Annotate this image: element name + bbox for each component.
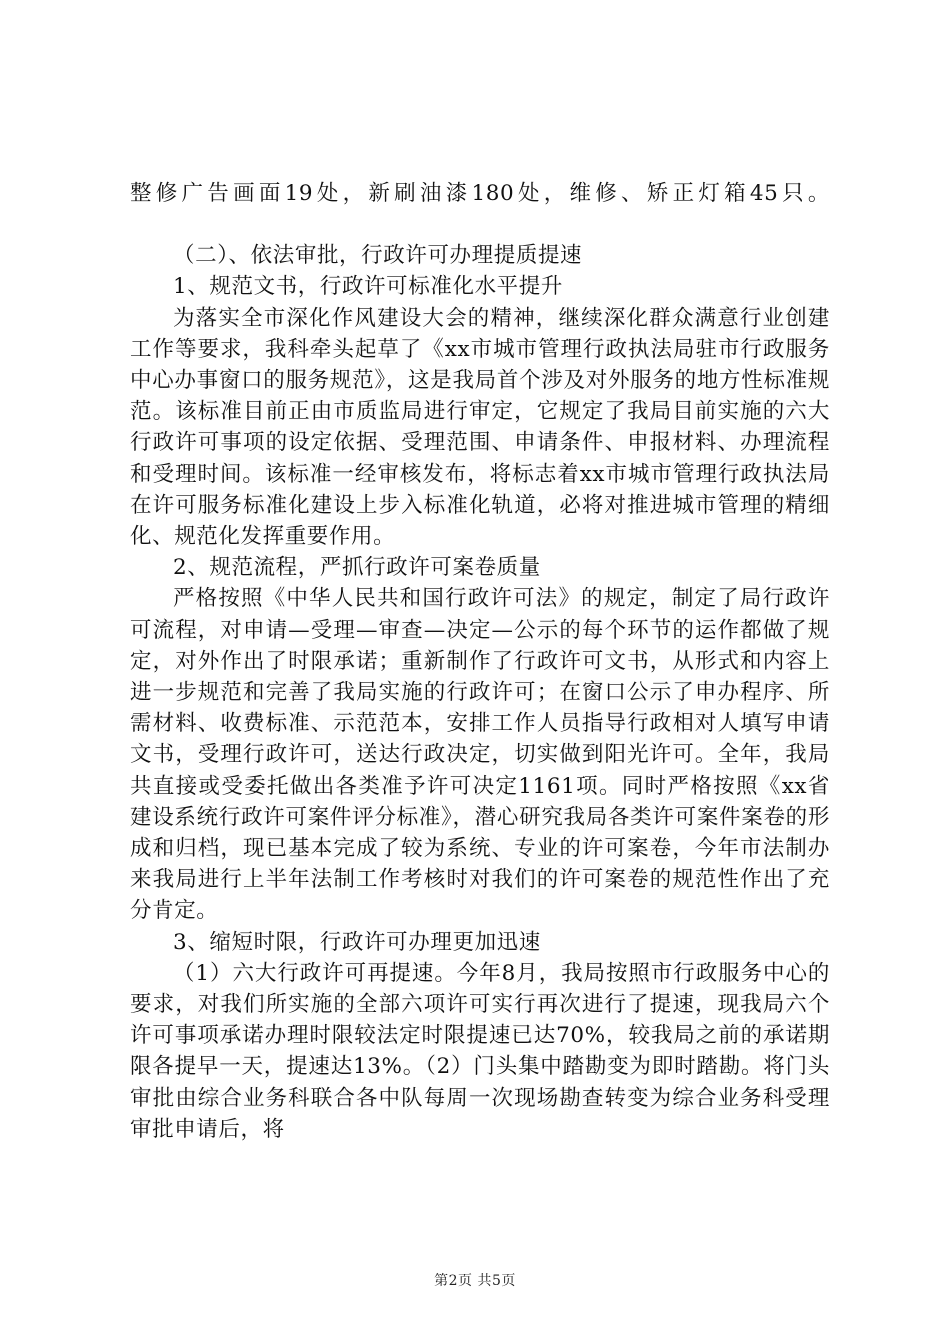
subsection-3-title: 3、缩短时限，行政许可办理更加迅速 <box>173 929 541 955</box>
subsection-3-body: （1）六大行政许可再提速。今年8月，我局按照市行政服务中心的要求，对我们所实施的全部六项许可实行再次进行了提速，现我局六个许可事项承诺办理时限较法定时限提速已达70%，较我局之前的承诺期限各提早一天，提速达13%。（2）门头集中踏勘变为即时踏勘。将门头审批由综合业务科联合各中队每周一次现场勘查转变为综合业务科受理审批申请后，将 <box>130 960 830 1142</box>
page-footer: 第2页 共5页 <box>434 1273 516 1289</box>
subsection-2-body: 严格按照《中华人民共和国行政许可法》的规定，制定了局行政许可流程，对申请—受理—审查—决定—公示的每个环节的运作都做了规定，对外作出了时限承诺；重新制作了行政许可文书，从形式和内容上进一步规范和完善了我局实施的行政许可；在窗口公示了申办程序、所需材料、收费标准、示范范本，安排工作人员指导行政相对人填写申请文书，受理行政许可，送达行政决定，切实做到阳光许可。全年，我局共直接或受委托做出各类准予许可决定1161项。同时严格按照《xx省建设系统行政许可案件评分标准》，潜心研究我局各类许可案件案卷的形成和归档，现已基本完成了较为系统、专业的许可案卷，今年市法制办来我局进行上半年法制工作考核时对我们的许可案卷的规范性作出了充分肯定。 <box>130 586 830 924</box>
lead-paragraph: 整修广告画面19处，新刷油漆180处，维修、矫正灯箱45只。 <box>130 181 830 206</box>
subsection-1-body: 为落实全市深化作风建设大会的精神，继续深化群众满意行业创建工作等要求，我科牵头起草了《xx市城市管理行政执法局驻市行政服务中心办事窗口的服务规范》，这是我局首个涉及对外服务的地方性标准规范。该标准目前正由市质监局进行审定，它规定了我局目前实施的六大行政许可事项的设定依据、受理范围、申请条件、申报材料、办理流程和受理时间。该标准一经审核发布，将标志着xx市城市管理行政执法局在许可服务标准化建设上步入标准化轨道，必将对推进城市管理的精细化、规范化发挥重要作用。 <box>130 305 830 550</box>
subsection-1-title: 1、规范文书，行政许可标准化水平提升 <box>173 274 563 300</box>
paragraph-gap <box>130 209 830 240</box>
document-body <box>130 178 830 1145</box>
section-heading: （二）、依法审批，行政许可办理提质提速 <box>173 243 583 269</box>
subsection-2-title: 2、规范流程，严抓行政许可案卷质量 <box>173 555 541 581</box>
